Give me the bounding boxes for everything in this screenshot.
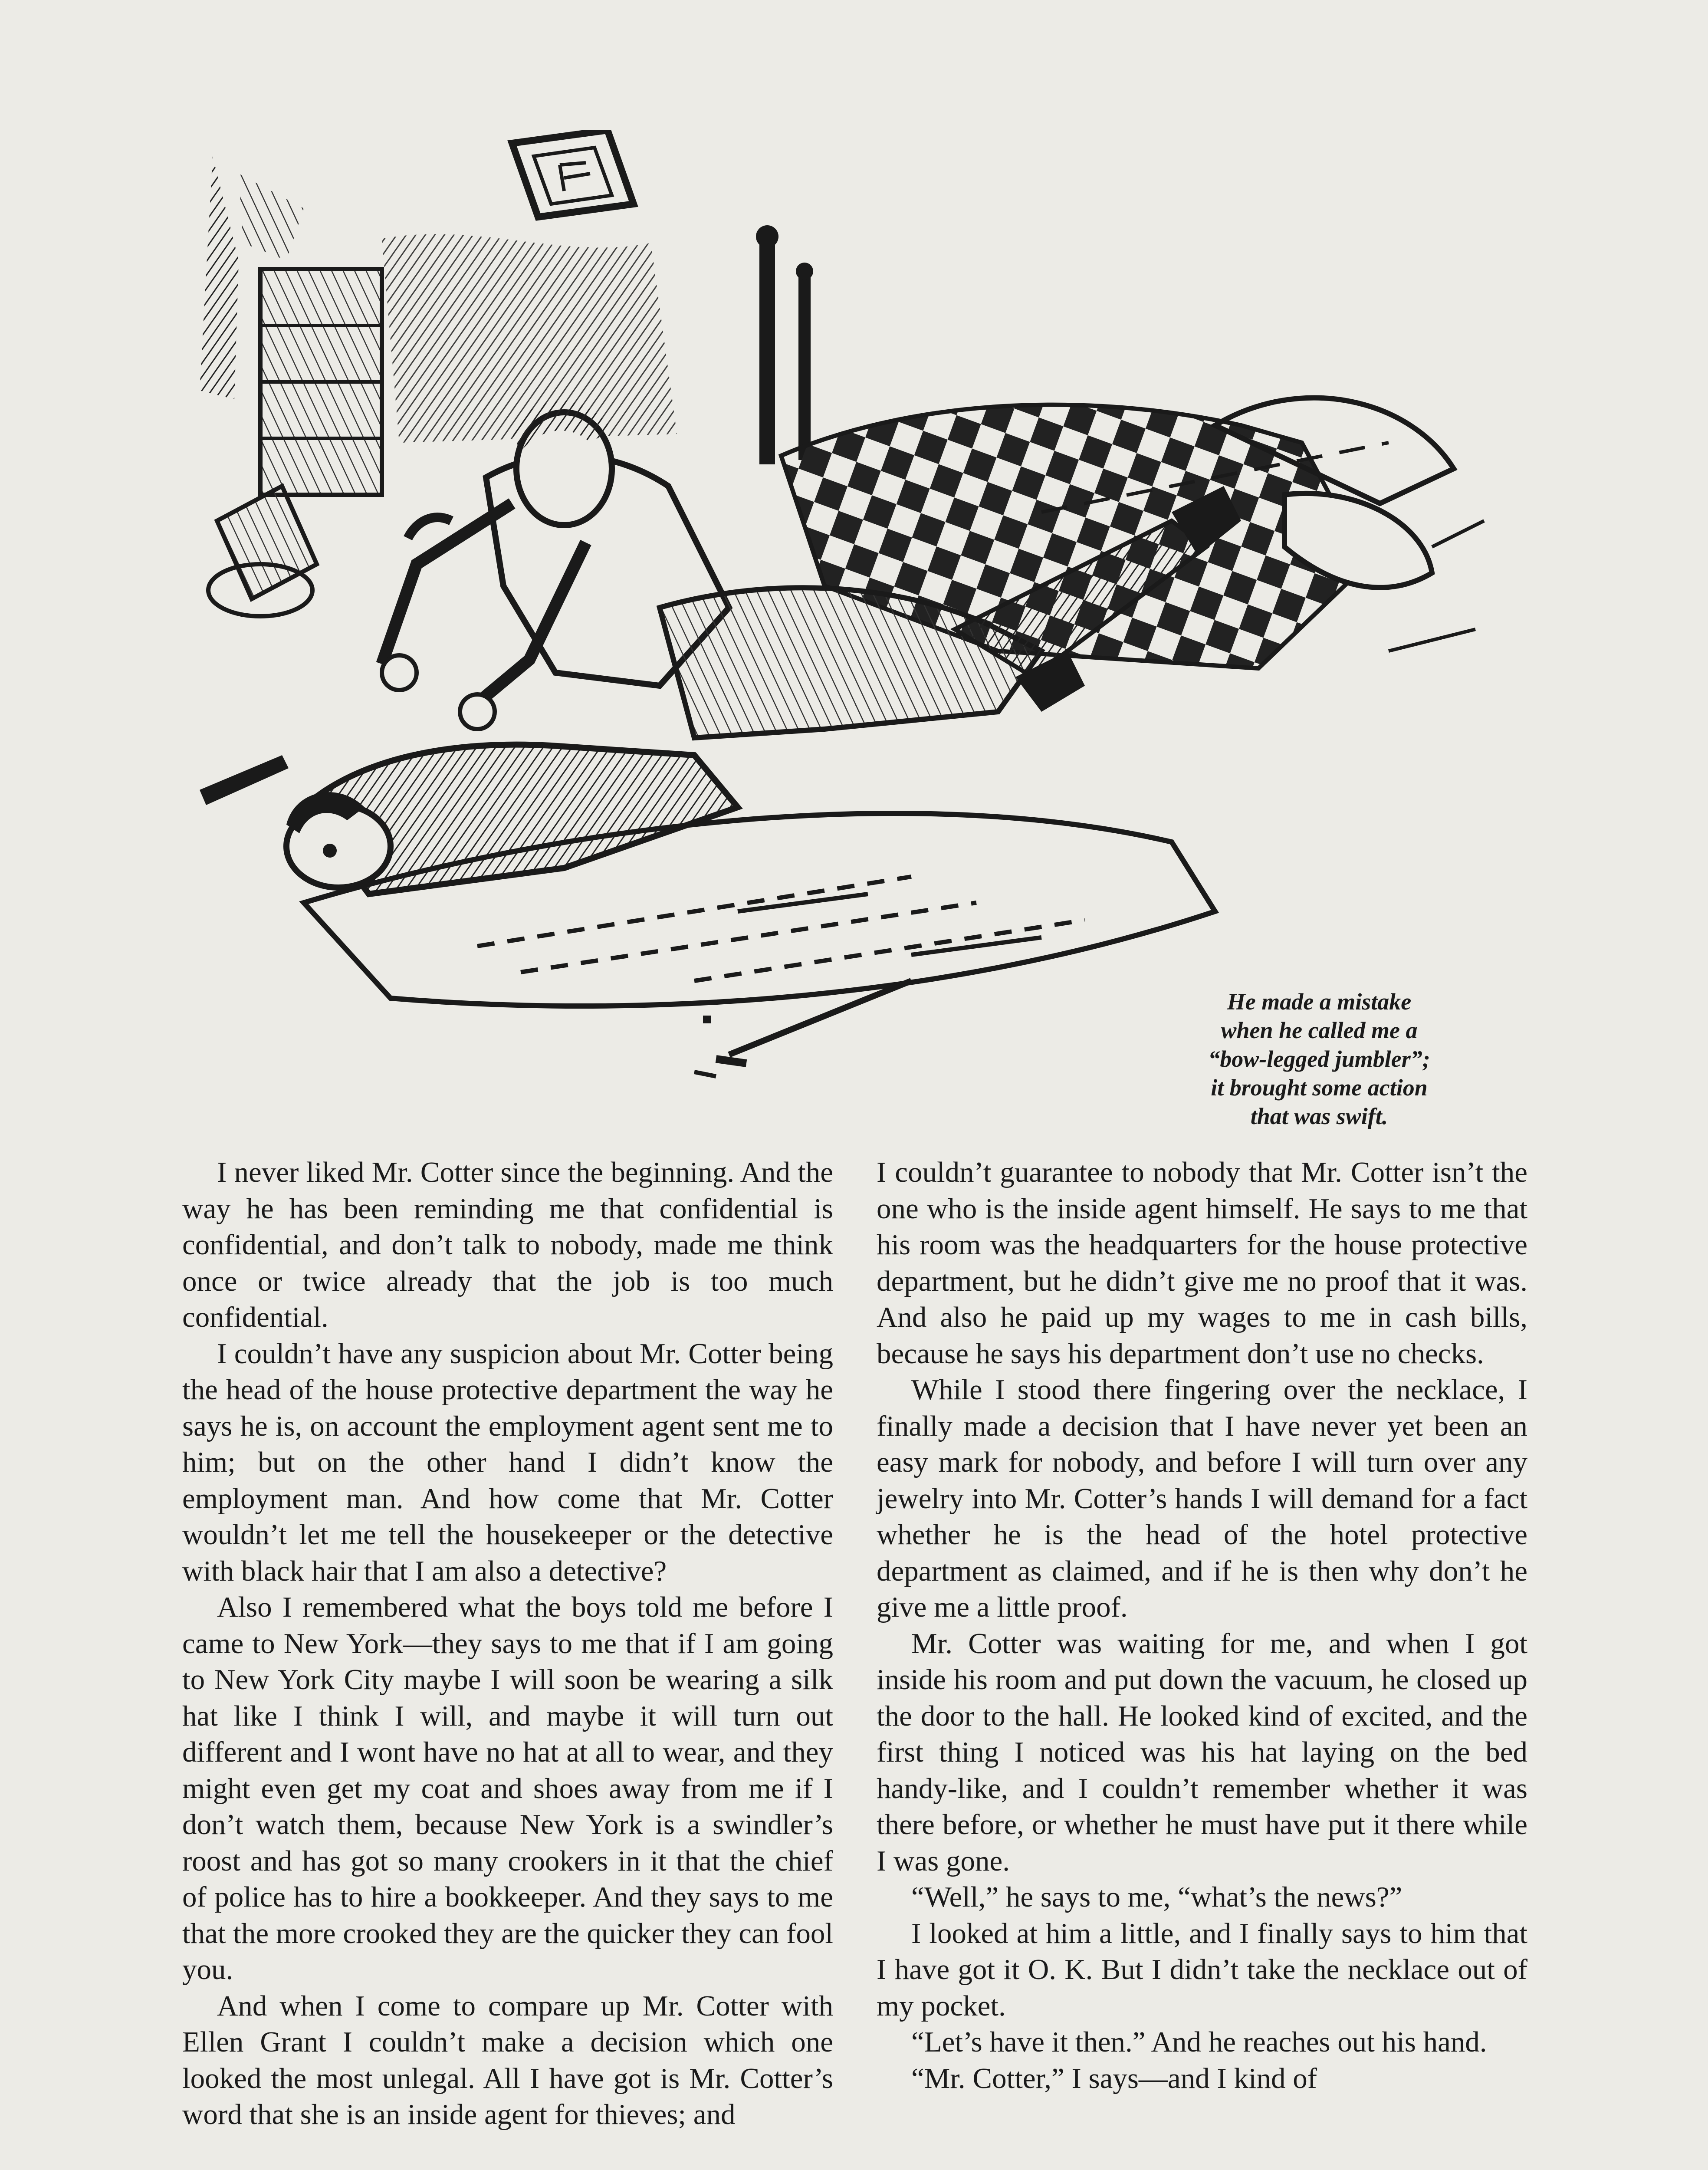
caption-line: He made a mistake: [1227, 989, 1412, 1015]
paragraph: I never liked Mr. Cotter since the beginning. And the way he has been reminding me that confidential is confidential, and don’t talk to nobody, made me think once or twice already that the job is too much confidential.: [182, 1156, 833, 1333]
dresser: [260, 269, 382, 495]
fight-scene-illustration: [174, 130, 1497, 1128]
paragraph: I couldn’t guarantee to nobody that Mr. Cotter isn’t the one who is the inside agent himself. He says to me that his room was the headquarters for the house protective department, but he didn’t give me no proof that it was. And also he paid up my wages to me in cash bills, because he says his department don’t use no checks.: [877, 1156, 1527, 1370]
body-column-left: [182, 1154, 833, 2133]
caption-line: when he called me a: [1221, 1017, 1418, 1043]
paragraph: And when I come to compare up Mr. Cotter with Ellen Grant I couldn’t make a decision which one looked the most unlegal. All I have got is Mr. Cotter’s word that she is an inside agent for thieves; and: [182, 1989, 833, 2131]
body-column-right: [877, 1154, 1527, 2097]
paragraph: I couldn’t have any suspicion about Mr. Cotter being the head of the house protective department the way he says he is, on account the employment agent sent me to him; but on the other hand I didn’t know the employment man. And how come that Mr. Cotter wouldn’t let me tell the housekeeper or the detective with black hair that I am also a detective?: [182, 1337, 833, 1587]
paragraph: I looked at him a little, and I finally says to him that I have got it O. K. But I didn’t take the necklace out of my pocket.: [877, 1917, 1527, 2022]
paragraph: While I stood there fingering over the necklace, I finally made a decision that I have never yet been an easy mark for nobody, and before I will turn over any jewelry into Mr. Cotter’s hands I will demand for a fact whether he is the head of the hotel protective department as claimed, and if he is then why don’t he give me a little proof.: [877, 1374, 1527, 1623]
caption-line: it brought some action: [1211, 1075, 1428, 1101]
paragraph: Also I remembered what the boys told me before I came to New York—they says to me that if I am going to New York City maybe I will soon be wearing a silk hat like I think I will, and maybe it will turn out different and I wont have no hat at all to wear, and they might even get my coat and shoes away from me if I don’t watch them, because New York is a swindler’s roost and has got so many crookers in it that the chief of police has to hire a bookkeeper. And they says to me that the more crooked they are the quicker they can fool you.: [182, 1591, 833, 1986]
paragraph: “Let’s have it then.” And he reaches out his hand.: [911, 2026, 1487, 2058]
paragraph: “Well,” he says to me, “what’s the news?”: [911, 1881, 1403, 1913]
wall-picture-frame: [512, 130, 634, 217]
paragraph: “Mr. Cotter,” I says—and I kind of: [911, 2062, 1317, 2094]
illustration-caption: [1146, 987, 1493, 1131]
caption-line: “bow-legged jumbler”;: [1208, 1046, 1430, 1072]
caption-line: that was swift.: [1250, 1103, 1388, 1129]
paragraph: Mr. Cotter was waiting for me, and when I got inside his room and put down the vacuum, he closed up the door to the hall. He looked kind of excited, and the first thing I noticed was his hat laying on the bed handy-like, and I couldn’t remember whether it was there before, or whether he must have put it there while I was gone.: [877, 1627, 1527, 1877]
